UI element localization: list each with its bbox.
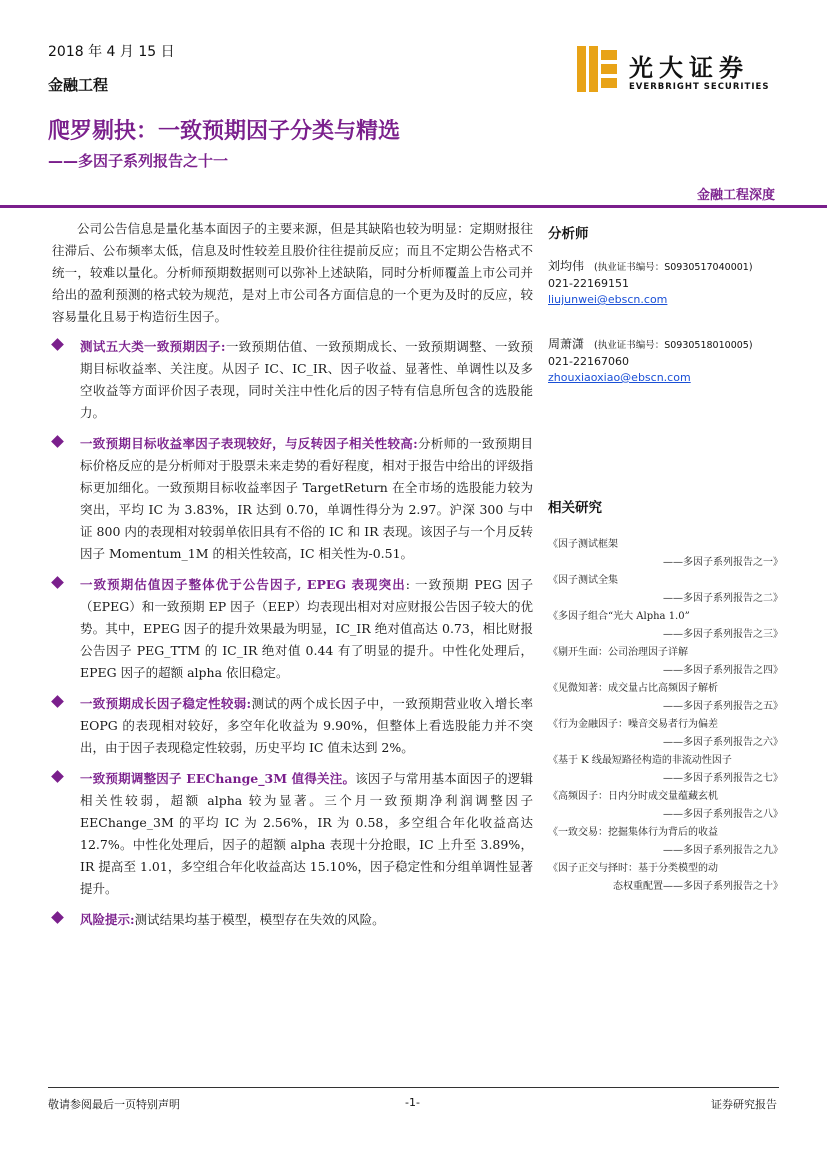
- research-title: 《高频因子：日内分时成交量蕴藏玄机: [548, 791, 718, 802]
- research-item: [548, 752, 783, 788]
- bullet-text: 该因子与常用基本面因子的逻辑相关性较弱，超额 alpha 较为显著。三个月一致预期净利润调整因子 EEChange_3M 的平均 IC 为 2.56%，IR 为 0.58，多空组合年化收益高达 12.7%。中性化处理后，因子的超额 alpha 表现十分抢眼，IC 上升至 3.89%，IR 提高至 1.01，多空组合年化收益高达 15.10%，因子稳定性和分组单调性显著提升。: [80, 771, 533, 896]
- research-title: 《因子正交与择时：基于分类模型的动: [548, 863, 718, 874]
- footer-report-type: 证券研究报告: [711, 1098, 777, 1111]
- bullet-text: 测试结果均基于模型，模型存在失效的风险。: [134, 912, 385, 927]
- bullet-text: 一致预期估值、一致预期成长、一致预期调整、一致预期目标收益率、关注度。从因子 IC、IC_IR、因子收益、显著性、单调性以及多空收益等方面评价因子表现，同时关注中性化后的因子特有信息所包含的选股能力。: [80, 339, 533, 420]
- analyst-name: 刘均伟: [548, 259, 585, 273]
- research-item: [548, 680, 783, 716]
- analyst-name: 周萧潇: [548, 337, 585, 351]
- research-series: ——多因子系列报告之八》: [663, 809, 783, 820]
- research-item: [548, 572, 783, 608]
- intro-paragraph: 公司公告信息是量化基本面因子的主要来源，但是其缺陷也较为明显：定期财报往往滞后、公布频率太低，信息及时性较差且股价往往提前反应；而且不定期公告格式不统一，较难以量化。分析师预期数据则可以弥补上述缺陷，同时分析师覆盖上市公司并给出的盈利预测的格式较为规范，是对上市公司各方面信息的一个更为及时的反应，较容易量化且易于构造衍生因子。: [52, 221, 533, 324]
- research-item: [548, 716, 783, 752]
- research-heading: 相关研究: [548, 500, 602, 516]
- research-series: ——多因子系列报告之一》: [663, 557, 783, 568]
- bullet-text: 分析师的一致预期目标价格反应的是分析师对于股票未来走势的看好程度，相对于报告中给出的评级指标更加细化。一致预期目标收益率因子 TargetReturn 在全市场的选股能力较为突出，平均 IC 为 3.83%，IR 达到 0.70，单调性得分为 2.97。沪深 300 与中证 800 内的表现相对较弱单依旧具有不俗的 IC 和 IR 表现。该因子与一个月反转因子 Momentum_1M 的相关性较高，IC 相关性为-0.51。: [80, 436, 533, 561]
- diamond-bullet-icon: [51, 576, 64, 589]
- research-item: [548, 608, 783, 644]
- bullet-heading: 一致预期目标收益率因子表现较好，与反转因子相关性较高:: [80, 436, 418, 451]
- research-title: 《因子测试全集: [548, 575, 618, 586]
- research-title: 《多因子组合“光大 Alpha 1.0”: [548, 611, 690, 622]
- research-series: ——多因子系列报告之五》: [663, 701, 783, 712]
- research-series: ——多因子系列报告之三》: [663, 629, 783, 640]
- bullet-item: [52, 768, 533, 900]
- bullet-item: [52, 336, 533, 424]
- bullet-heading: 一致预期调整因子 EEChange_3M 值得关注。: [80, 771, 356, 786]
- research-title: 《剔开生面：公司治理因子详解: [548, 647, 688, 658]
- research-list: [548, 536, 783, 896]
- research-title: 《行为金融因子：噪音交易者行为偏差: [548, 719, 718, 730]
- diamond-bullet-icon: [51, 338, 64, 351]
- analyst-card: [548, 336, 783, 386]
- research-item: [548, 860, 783, 896]
- header-divider: [0, 205, 827, 208]
- main-content: [52, 218, 533, 940]
- bullet-text: 测试的两个成长因子中，一致预期营业收入增长率 EOPG 的表现相对较好，多空年化收益为 9.90%，但整体上看选股能力并不突出，由于因子表现稳定性较弱，历史平均 IC 值未达到 2%。: [80, 696, 533, 755]
- research-item: [548, 824, 783, 860]
- bullet-item: [52, 693, 533, 759]
- research-title: 《见微知著：成交量占比高频因子解析: [548, 683, 718, 694]
- bullet-text: : 一致预期 PEG 因子（EPEG）和一致预期 EP 因子（EEP）均表现出相对对应财报公告因子较大的优势。其中，EPEG 因子的提升效果最为明显，IC_IR 绝对值高达 0.73，相比财报公告因子 PEG_TTM 的 IC_IR 绝对值 0.44 有了明显的提升。中性化处理后，EPEG 因子的超额 alpha 依旧稳定。: [80, 577, 534, 680]
- analyst-phone: 021-22169151: [548, 277, 629, 290]
- analyst-card: [548, 258, 783, 308]
- bullet-heading: 一致预期成长因子稳定性较弱:: [80, 696, 252, 711]
- bullet-item: [52, 909, 533, 931]
- diamond-bullet-icon: [51, 911, 64, 924]
- diamond-bullet-icon: [51, 695, 64, 708]
- bullet-heading: 风险提示:: [80, 912, 135, 927]
- research-series: ——多因子系列报告之九》: [663, 845, 783, 856]
- bullet-item: [52, 574, 533, 684]
- report-title: 爬罗剔抉：一致预期因子分类与精选: [48, 119, 401, 144]
- footer-disclaimer: 敬请参阅最后一页特别声明: [48, 1098, 180, 1111]
- research-series: ——多因子系列报告之六》: [663, 737, 783, 748]
- analyst-sidebar: [548, 218, 783, 386]
- bullet-item: [52, 433, 533, 565]
- footer-divider: [48, 1087, 779, 1088]
- logo-chinese-name: 光大证券: [629, 53, 749, 82]
- report-date: 2018 年 4 月 15 日: [48, 44, 175, 60]
- logo-english-name: EVERBRIGHT SECURITIES: [629, 82, 770, 92]
- bullet-heading: 一致预期估值因子整体优于公告因子, EPEG 表现突出: [80, 577, 406, 592]
- everbright-logo: [577, 46, 777, 96]
- analyst-phone: 021-22167060: [548, 355, 629, 368]
- research-item: [548, 788, 783, 824]
- research-series: ——多因子系列报告之二》: [663, 593, 783, 604]
- related-research: [548, 496, 783, 896]
- analyst-cert: (执业证书编号：S0930517040001): [594, 262, 753, 273]
- everbright-logo-mark-icon: [577, 46, 621, 92]
- report-subtitle: ——多因子系列报告之十一: [48, 152, 229, 170]
- report-type-label: 金融工程深度: [696, 188, 775, 203]
- page-number: -1-: [405, 1096, 420, 1109]
- research-series: ——多因子系列报告之七》: [663, 773, 783, 784]
- analyst-email-link[interactable]: zhouxiaoxiao@ebscn.com: [548, 371, 691, 384]
- analyst-email-link[interactable]: liujunwei@ebscn.com: [548, 293, 668, 306]
- research-series: 态权重配置——多因子系列报告之十》: [613, 881, 783, 892]
- analysts-heading: 分析师: [548, 226, 589, 242]
- diamond-bullet-icon: [51, 770, 64, 783]
- research-item: [548, 536, 783, 572]
- report-category: 金融工程: [48, 76, 109, 94]
- research-title: 《基于 K 线最短路径构造的非流动性因子: [548, 755, 732, 766]
- bullet-heading: 测试五大类一致预期因子:: [80, 339, 226, 354]
- research-item: [548, 644, 783, 680]
- diamond-bullet-icon: [51, 435, 64, 448]
- research-series: ——多因子系列报告之四》: [663, 665, 783, 676]
- analyst-cert: (执业证书编号：S0930518010005): [594, 340, 753, 351]
- research-title: 《因子测试框架: [548, 539, 618, 550]
- research-title: 《一致交易：挖掘集体行为背后的收益: [548, 827, 718, 838]
